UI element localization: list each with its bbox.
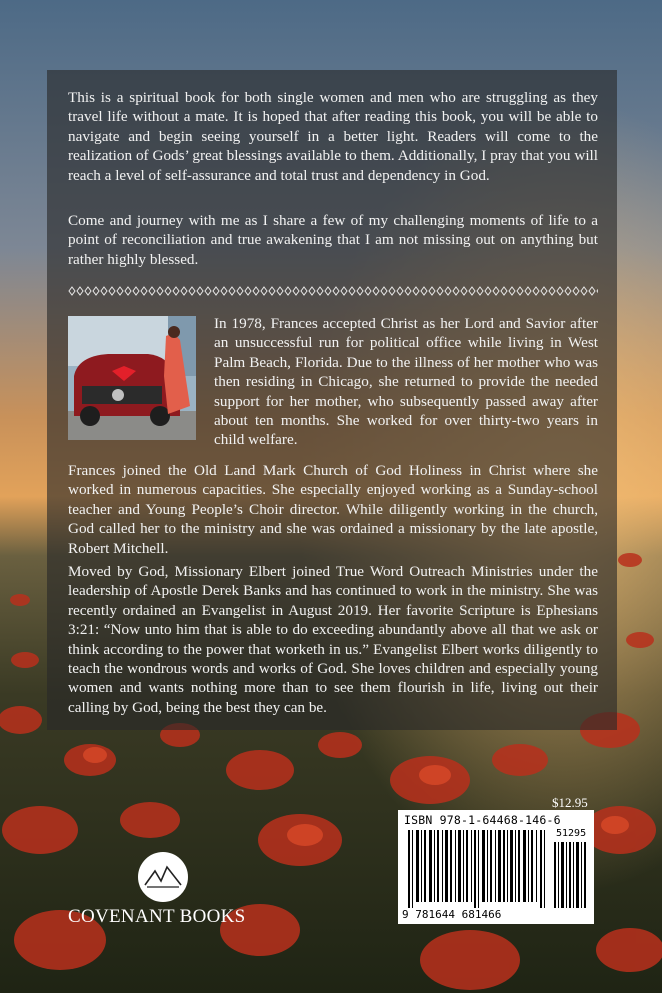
price-code: 51295 bbox=[556, 828, 587, 839]
decorative-divider bbox=[68, 286, 598, 296]
intro-paragraph-1: This is a spiritual book for both single women and men who are struggling as they travel life without a mate. It is hoped that after reading this book, you will be able to navigate and begin seeing yourself in a better light. Readers will come to the realization of Gods’ great blessings available to them. Additionally, I pray that you will reach a level of self-assurance and total trust and dependency in God. bbox=[68, 89, 598, 184]
covenant-books-logo-icon bbox=[137, 851, 189, 903]
publisher-name: COVENANT BOOKS bbox=[68, 906, 246, 927]
ean-digits: 9 781644 681466 bbox=[402, 908, 502, 921]
bio-paragraph-2: Frances joined the Old Land Mark Church of God Holiness in Christ where she worked in numerous capacities. She especially enjoyed working as a Sunday-school teacher and Young People’s Choir director. While diligently working in the church, God called her to the ministry and she was ordained a missionary by the late apostle, Robert Mitchell. bbox=[68, 462, 598, 557]
isbn-barcode bbox=[398, 810, 594, 924]
isbn-number: ISBN 978-1-64468-146-6 bbox=[404, 813, 561, 827]
bio-paragraph-1: In 1978, Frances accepted Christ as her Lord and Savior after an unsuccessful run for political office while living in West Palm Beach, Florida. Due to the illness of her mother who was then residing in Chicago, she returned to provide the needed support for her mother, who subsequently passed away after about ten months. She worked for over thirty-two years in child welfare. bbox=[214, 315, 598, 449]
author-photo bbox=[68, 316, 196, 440]
barcode-bars bbox=[408, 830, 548, 908]
bio-paragraph-3: Moved by God, Missionary Elbert joined True Word Outreach Ministries under the leadership of Apostle Derek Banks and has continued to work in the ministry. She was recently ordained an Evangelist in August 2019. Her favorite Scripture is Ephesians 3:21: “Now unto him that is able to do exceeding abundantly above all that we ask or think according to the power that worketh in us.” Evangelist Elbert works diligently to teach the wondrous words and works of God. She loves children and especially young women and wants nothing more than to see them flourish in life, living out their calling by God, being the best they can be. bbox=[68, 563, 598, 716]
intro-paragraph-2: Come and journey with me as I share a few of my challenging moments of life to a point of reconciliation and true awakening that I am not missing out on anything but rather highly blessed. bbox=[68, 212, 598, 268]
price-label: $12.95 bbox=[552, 795, 588, 810]
price-barcode-bars bbox=[554, 842, 588, 908]
